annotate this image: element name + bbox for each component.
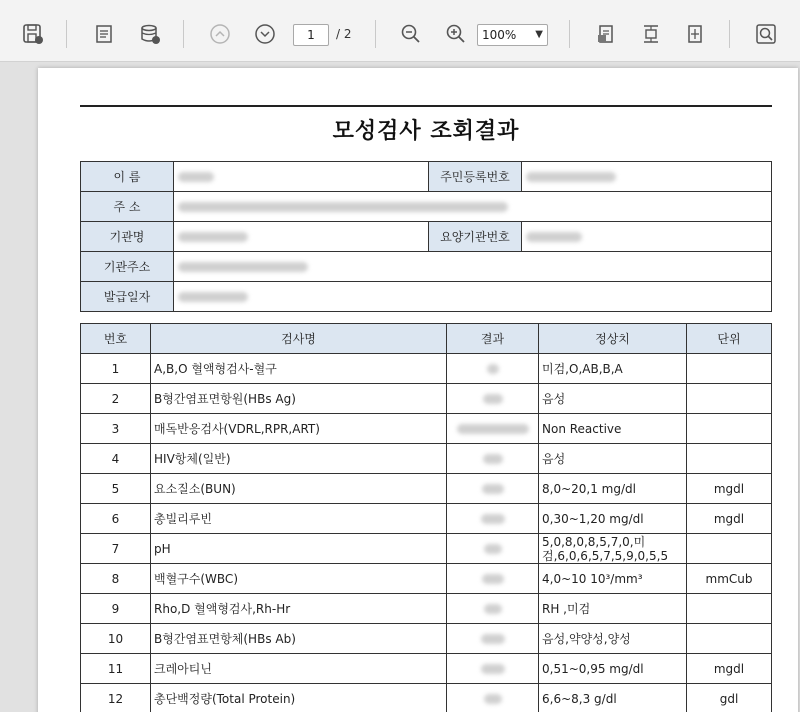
test-name: 총빌리루빈 <box>151 504 447 534</box>
table-row <box>81 684 772 712</box>
test-name: HIV항체(일반) <box>151 444 447 474</box>
row-number: 3 <box>81 414 151 444</box>
document-viewer[interactable] <box>0 62 800 712</box>
test-name: 매독반응검사(VDRL,RPR,ART) <box>151 414 447 444</box>
viewer-toolbar <box>0 0 800 62</box>
unit: mgdl <box>687 504 772 534</box>
zoom-out-icon[interactable] <box>397 20 425 48</box>
normal-range: 0,51~0,95 mg/dl <box>539 654 687 684</box>
issue-date-value <box>174 282 772 312</box>
normal-range: RH ,미검 <box>539 594 687 624</box>
unit <box>687 444 772 474</box>
search-icon[interactable] <box>752 20 780 48</box>
personal-info-table <box>80 161 772 312</box>
table-row <box>81 594 772 624</box>
row-number: 1 <box>81 354 151 384</box>
document-page <box>38 68 798 712</box>
test-name: Rho,D 혈액형검사,Rh-Hr <box>151 594 447 624</box>
table-row <box>81 444 772 474</box>
zoom-in-icon[interactable] <box>442 20 470 48</box>
header-result: 결과 <box>447 324 539 354</box>
row-number: 5 <box>81 474 151 504</box>
result-value <box>447 624 539 654</box>
row-number: 4 <box>81 444 151 474</box>
test-name: 총단백정량(Total Protein) <box>151 684 447 712</box>
institution-label: 기관명 <box>81 222 174 252</box>
row-number: 11 <box>81 654 151 684</box>
rrn-value <box>522 162 772 192</box>
page-total-label: / 2 <box>336 27 352 41</box>
test-name: B형간염표면항체(HBs Ab) <box>151 624 447 654</box>
unit: mmCub <box>687 564 772 594</box>
result-value <box>447 684 539 712</box>
normal-range: 0,30~1,20 mg/dl <box>539 504 687 534</box>
table-row <box>81 354 772 384</box>
row-number: 9 <box>81 594 151 624</box>
test-name: 백혈구수(WBC) <box>151 564 447 594</box>
normal-range: 6,6~8,3 g/dl <box>539 684 687 712</box>
result-value <box>447 654 539 684</box>
database-icon[interactable] <box>136 20 164 48</box>
chevron-down-icon: ▼ <box>535 29 543 40</box>
row-number: 2 <box>81 384 151 414</box>
institution-value <box>174 222 429 252</box>
row-number: 12 <box>81 684 151 712</box>
address-value <box>174 192 772 222</box>
previous-page-icon[interactable] <box>206 20 234 48</box>
result-value <box>447 354 539 384</box>
result-value <box>447 534 539 564</box>
unit: mgdl <box>687 474 772 504</box>
result-value <box>447 504 539 534</box>
unit <box>687 414 772 444</box>
normal-range: 5,0,8,0,8,5,7,0,미검,6,0,6,5,7,5,9,0,5,5 <box>539 534 687 564</box>
unit <box>687 624 772 654</box>
table-row <box>81 534 772 564</box>
unit <box>687 534 772 564</box>
normal-range: 8,0~20,1 mg/dl <box>539 474 687 504</box>
table-row <box>81 414 772 444</box>
institution-address-value <box>174 252 772 282</box>
result-value <box>447 564 539 594</box>
header-test-name: 검사명 <box>151 324 447 354</box>
normal-range: 4,0~10 10³/mm³ <box>539 564 687 594</box>
unit: gdl <box>687 684 772 712</box>
result-value <box>447 594 539 624</box>
page-number-input[interactable]: 1 <box>293 24 329 46</box>
document-title: 모성검사 조회결과 <box>332 119 520 144</box>
row-number: 10 <box>81 624 151 654</box>
document-properties-icon[interactable] <box>90 20 118 48</box>
institution-address-label: 기관주소 <box>81 252 174 282</box>
table-row <box>81 504 772 534</box>
test-name: 크레아티닌 <box>151 654 447 684</box>
fit-page-icon[interactable] <box>681 20 709 48</box>
row-number: 8 <box>81 564 151 594</box>
header-unit: 단위 <box>687 324 772 354</box>
test-name: 요소질소(BUN) <box>151 474 447 504</box>
rrn-label: 주민등록번호 <box>429 162 522 192</box>
next-page-icon[interactable] <box>251 20 279 48</box>
unit <box>687 594 772 624</box>
care-number-value <box>522 222 772 252</box>
export-page-icon[interactable] <box>592 20 620 48</box>
table-row <box>81 564 772 594</box>
table-row <box>81 654 772 684</box>
zoom-value: 100% <box>482 28 517 42</box>
test-name: A,B,O 혈액형검사-혈구 <box>151 354 447 384</box>
table-row <box>81 624 772 654</box>
name-label: 이 름 <box>81 162 174 192</box>
normal-range: 음성 <box>539 384 687 414</box>
result-value <box>447 474 539 504</box>
save-icon[interactable] <box>19 20 47 48</box>
zoom-select[interactable] <box>477 24 548 46</box>
normal-range: 음성,약양성,양성 <box>539 624 687 654</box>
address-label: 주 소 <box>81 192 174 222</box>
result-value <box>447 384 539 414</box>
results-table <box>80 323 772 712</box>
unit <box>687 354 772 384</box>
test-name: pH <box>151 534 447 564</box>
title-rule <box>80 105 772 107</box>
table-row <box>81 384 772 414</box>
result-value <box>447 444 539 474</box>
header-normal-range: 정상치 <box>539 324 687 354</box>
row-number: 7 <box>81 534 151 564</box>
care-number-label: 요양기관번호 <box>429 222 522 252</box>
unit <box>687 384 772 414</box>
table-row <box>81 474 772 504</box>
fit-height-icon[interactable] <box>637 20 665 48</box>
header-no: 번호 <box>81 324 151 354</box>
result-value <box>447 414 539 444</box>
normal-range: 미검,O,AB,B,A <box>539 354 687 384</box>
unit: mgdl <box>687 654 772 684</box>
test-name: B형간염표면항원(HBs Ag) <box>151 384 447 414</box>
issue-date-label: 발급일자 <box>81 282 174 312</box>
normal-range: Non Reactive <box>539 414 687 444</box>
row-number: 6 <box>81 504 151 534</box>
normal-range: 음성 <box>539 444 687 474</box>
name-value <box>174 162 429 192</box>
